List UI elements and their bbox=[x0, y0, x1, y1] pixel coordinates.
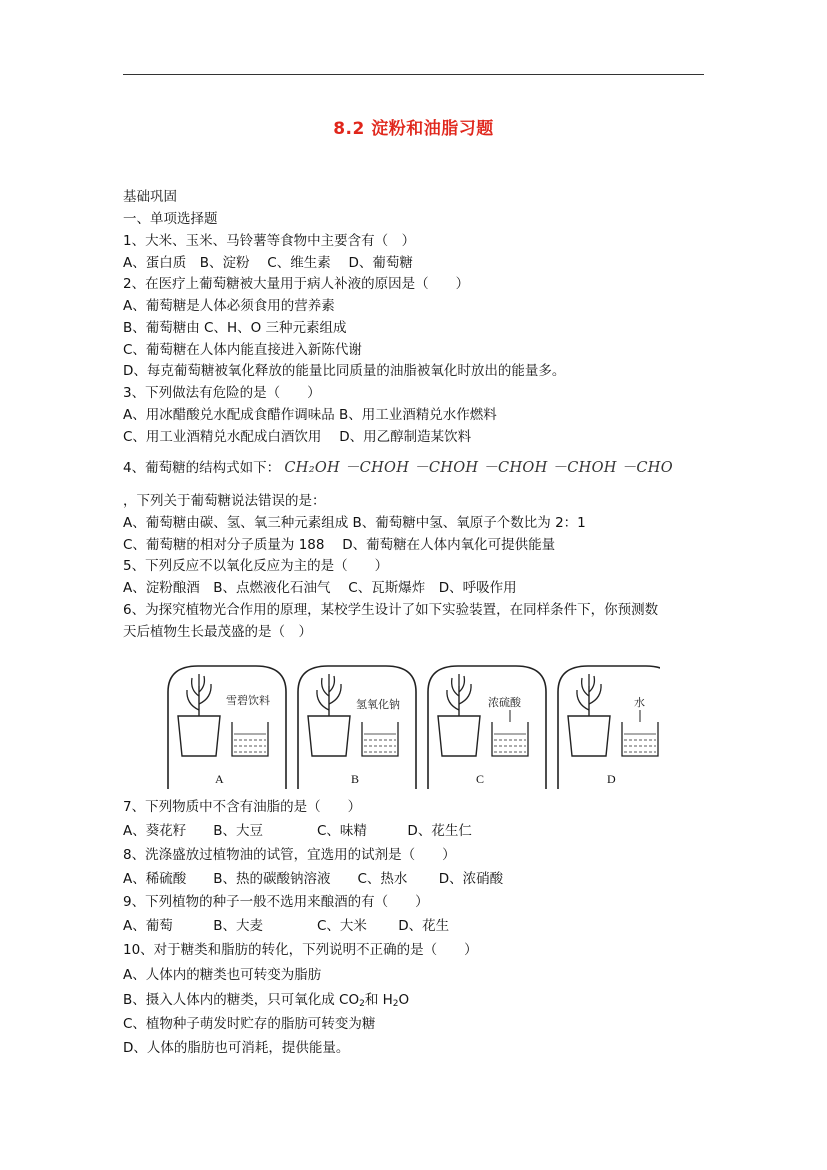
question-4 bbox=[123, 458, 673, 478]
question-10-option-b bbox=[123, 990, 409, 1014]
question-2-option-a: A、葡萄糖是人体必须食用的营养素 bbox=[123, 298, 335, 314]
question-4-continued: ，下列关于葡萄糖说法错误的是： bbox=[123, 493, 326, 509]
page-title: 8.2 淀粉和油脂习题 bbox=[333, 119, 494, 139]
label-a: 雪碧饮料 bbox=[226, 694, 270, 707]
question-10-option-a: A、人体内的糖类也可转变为脂肪 bbox=[123, 967, 322, 983]
question-7-options: A、葵花籽 B、大豆 C、味精 D、花生仁 bbox=[123, 823, 472, 839]
label-b: 氢氧化钠 bbox=[356, 698, 400, 711]
apparatus-b bbox=[298, 666, 416, 789]
question-9-options: A、葡萄 B、大麦 C、大米 D、花生 bbox=[123, 918, 450, 934]
apparatus-d bbox=[558, 666, 660, 789]
experiment-figure bbox=[160, 660, 660, 790]
question-1-options: A、蛋白质 B、淀粉 C、维生素 D、葡萄糖 bbox=[123, 255, 413, 271]
question-2-option-c: C、葡萄糖在人体内能直接进入新陈代谢 bbox=[123, 342, 362, 358]
question-8-options: A、稀硫酸 B、热的碳酸钠溶液 C、热水 D、浓硝酸 bbox=[123, 871, 504, 887]
question-7: 7、下列物质中不含有油脂的是（ ） bbox=[123, 799, 362, 815]
question-5: 5、下列反应不以氧化反应为主的是（ ） bbox=[123, 558, 389, 574]
apparatus-a bbox=[168, 666, 286, 789]
q10-b-mid: 和 H bbox=[364, 992, 393, 1008]
question-10-option-d: D、人体的脂肪也可消耗，提供能量。 bbox=[123, 1040, 350, 1056]
header-rule bbox=[123, 74, 704, 75]
q10-b-sub2: 2 bbox=[392, 999, 399, 1009]
question-8: 8、洗涤盛放过植物油的试管，宜选用的试剂是（ ） bbox=[123, 847, 456, 863]
q10-b-post: O bbox=[398, 992, 410, 1008]
q10-b-pre: B、摄入人体内的糖类，只可氧化成 CO bbox=[123, 992, 360, 1008]
section-heading: 基础巩固 bbox=[123, 189, 177, 205]
question-2-option-b: B、葡萄糖由 C、H、O 三种元素组成 bbox=[123, 320, 347, 336]
figure-letter-d: D bbox=[607, 772, 616, 786]
question-2-option-d: D、每克葡萄糖被氧化释放的能量比同质量的油脂被氧化时放出的能量多。 bbox=[123, 363, 566, 379]
question-3: 3、下列做法有危险的是（ ） bbox=[123, 385, 321, 401]
question-9: 9、下列植物的种子一般不选用来酿酒的有（ ） bbox=[123, 894, 429, 910]
figure-letter-a: A bbox=[215, 772, 224, 786]
question-3-options-cd: C、用工业酒精兑水配成白酒饮用 D、用乙醇制造某饮料 bbox=[123, 429, 472, 445]
label-c: 浓硫酸 bbox=[488, 696, 521, 709]
question-4-options-cd: C、葡萄糖的相对分子质量为 188 D、葡萄糖在人体内氧化可提供能量 bbox=[123, 537, 556, 553]
question-10: 10、对于糖类和脂肪的转化，下列说明不正确的是（ ） bbox=[123, 942, 478, 958]
apparatus-c bbox=[428, 666, 546, 789]
question-5-options: A、淀粉酿酒 B、点燃液化石油气 C、瓦斯爆炸 D、呼吸作用 bbox=[123, 580, 517, 596]
question-4-stem: 4、葡萄糖的结构式如下： bbox=[123, 460, 281, 476]
glucose-formula: CH₂OH －CHOH －CHOH －CHOH －CHOH －CHO bbox=[284, 460, 673, 476]
q10-b-sub1: 2 bbox=[359, 999, 365, 1009]
question-4-options-ab: A、葡萄糖由碳、氢、氧三种元素组成 B、葡萄糖中氢、氧原子个数比为 2：1 bbox=[123, 515, 586, 531]
question-1: 1、大米、玉米、马铃薯等食物中主要含有（ ） bbox=[123, 233, 416, 249]
question-10-option-c: C、植物种子萌发时贮存的脂肪可转变为糖 bbox=[123, 1016, 376, 1032]
part-heading: 一、单项选择题 bbox=[123, 211, 218, 227]
question-3-options-ab: A、用冰醋酸兑水配成食醋作调味品 B、用工业酒精兑水作燃料 bbox=[123, 407, 497, 423]
question-2: 2、在医疗上葡萄糖被大量用于病人补液的原因是（ ） bbox=[123, 276, 470, 292]
figure-letter-c: C bbox=[476, 772, 485, 786]
label-d: 水 bbox=[634, 696, 645, 709]
figure-letter-b: B bbox=[351, 772, 360, 786]
question-6-line-1: 6、为探究植物光合作用的原理，某校学生设计了如下实验装置，在同样条件下，你预测数 bbox=[123, 602, 659, 618]
question-6-line-2: 天后植物生长最茂盛的是（ ） bbox=[123, 624, 312, 640]
